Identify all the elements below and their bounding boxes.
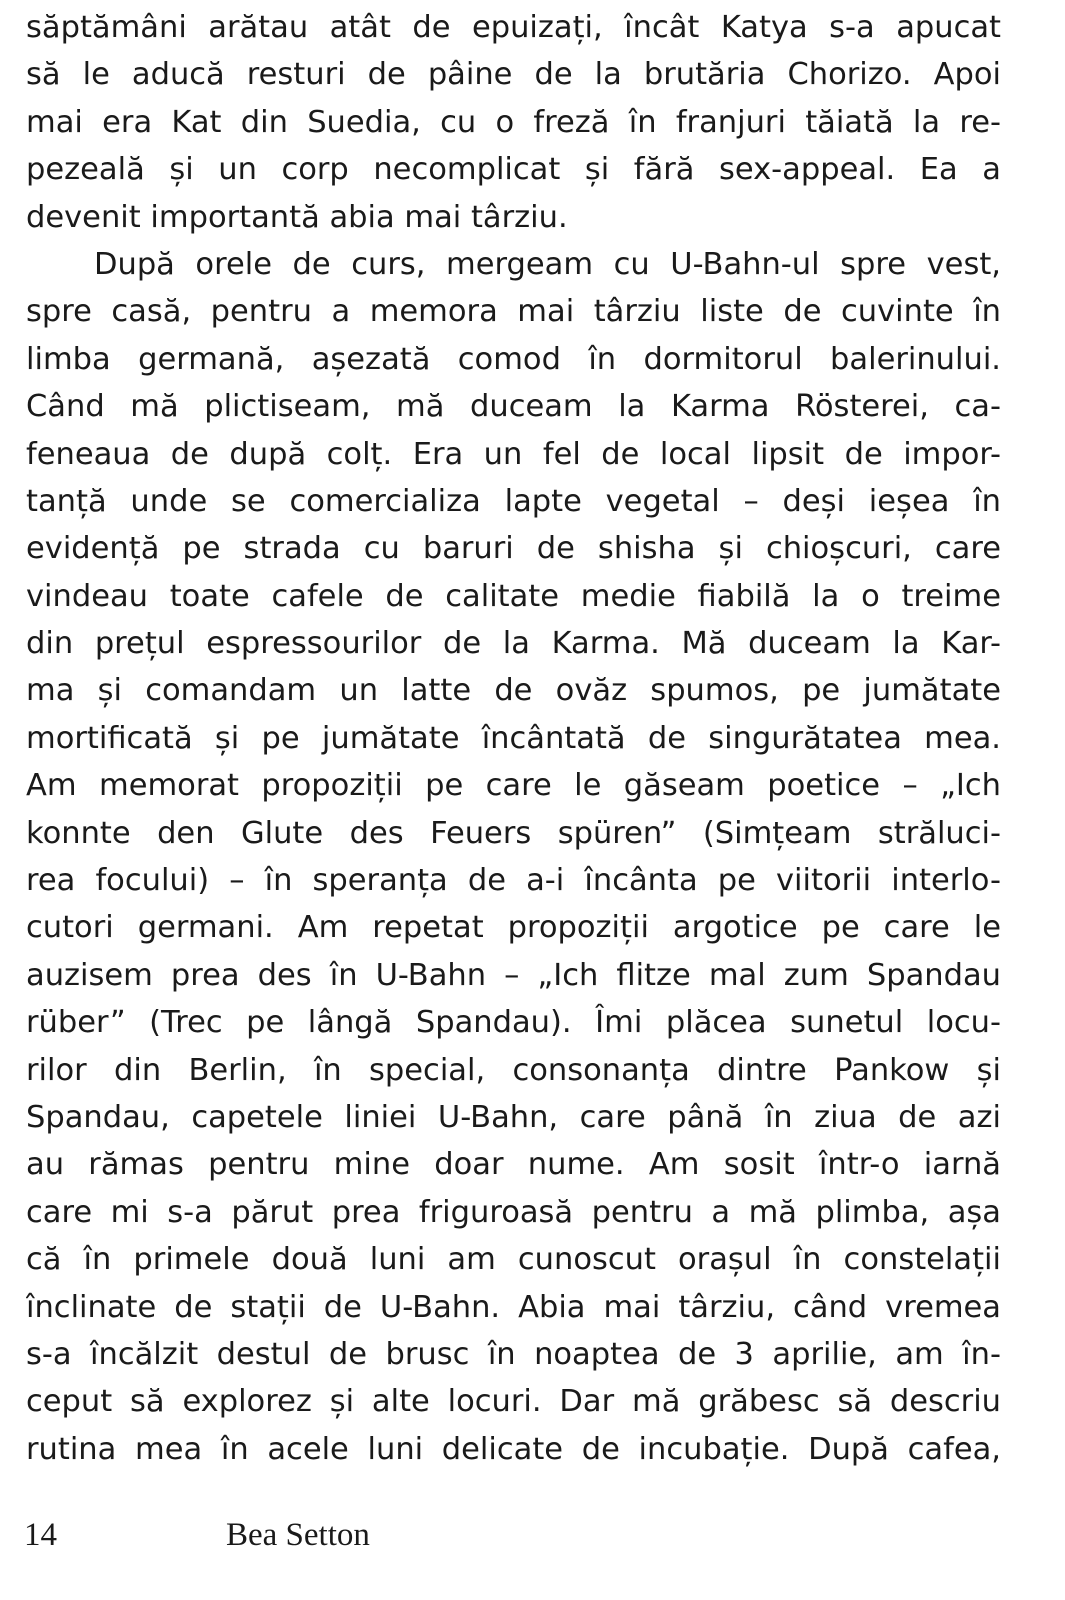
- text-line: rea focului) – în speranța de a-i încânta pe viitorii interlo-: [26, 863, 1001, 899]
- paragraph-start-line: După orele de curs, mergeam cu U-Bahn-ul spre vest,: [94, 246, 1001, 282]
- text-line: ma și comandam un latte de ovăz spumos, pe jumătate: [26, 673, 1001, 709]
- text-line: feneaua de după colț. Era un fel de local lipsit de impor-: [26, 436, 1001, 472]
- running-footer-author: Bea Setton: [226, 1517, 370, 1553]
- text-line: rilor din Berlin, în special, consonanța dintre Pankow și: [26, 1052, 1001, 1088]
- text-line: mortificată și pe jumătate încântată de singurătatea mea.: [26, 720, 1001, 756]
- text-line: devenit importantă abia mai târziu.: [26, 199, 568, 235]
- text-line: cutori germani. Am repetat propoziții argotice pe care le: [26, 910, 1001, 946]
- text-line: limba germană, așezată comod în dormitorul balerinului.: [26, 341, 1001, 377]
- text-line: înclinate de stații de U-Bahn. Abia mai târziu, când vremea: [26, 1289, 1001, 1325]
- text-line: tanță unde se comercializa lapte vegetal – deși ieșea în: [26, 483, 1001, 519]
- text-line: să le aducă resturi de pâine de la brutăria Chorizo. Apoi: [26, 57, 1001, 93]
- text-line: rutina mea în acele luni delicate de incubație. După cafea,: [26, 1431, 1001, 1467]
- body-text: [26, 4, 1001, 1473]
- text-line: spre casă, pentru a memora mai târziu liste de cuvinte în: [26, 294, 1001, 330]
- page-number: 14: [24, 1517, 57, 1553]
- text-line: Spandau, capetele liniei U-Bahn, care până în ziua de azi: [26, 1099, 1001, 1135]
- text-line: Am memorat propoziții pe care le găseam poetice – „Ich: [26, 768, 1001, 804]
- text-line: konnte den Glute des Feuers spüren” (Simțeam străluci-: [26, 815, 1001, 851]
- text-line: mai era Kat din Suedia, cu o freză în franjuri tăiată la re-: [26, 104, 1001, 140]
- text-line: s-a încălzit destul de brusc în noaptea de 3 aprilie, am în-: [26, 1336, 1001, 1372]
- text-line: rüber” (Trec pe lângă Spandau). Îmi plăcea sunetul locu-: [26, 1005, 1001, 1041]
- text-line: pezeală și un corp necomplicat și fără sex-appeal. Ea a: [26, 152, 1001, 188]
- text-line: că în primele două luni am cunoscut orașul în constelații: [26, 1242, 1001, 1278]
- text-line: din prețul espressourilor de la Karma. Mă duceam la Kar-: [26, 626, 1001, 662]
- text-line: ceput să explorez și alte locuri. Dar mă grăbesc să descriu: [26, 1384, 1001, 1420]
- text-line: săptămâni arătau atât de epuizați, încât Katya s-a apucat: [26, 10, 1001, 45]
- text-line: care mi s-a părut prea friguroasă pentru a mă plimba, așa: [26, 1194, 1001, 1230]
- text-line: au rămas pentru mine doar nume. Am sosit într-o iarnă: [26, 1147, 1001, 1183]
- page-footer: [0, 1517, 1065, 1557]
- text-line: evidență pe strada cu baruri de shisha și chioșcuri, care: [26, 531, 1001, 567]
- text-line: Când mă plictiseam, mă duceam la Karma Rösterei, ca-: [26, 389, 1001, 425]
- text-line: vindeau toate cafele de calitate medie fiabilă la o treime: [26, 578, 1001, 614]
- text-line: auzisem prea des în U-Bahn – „Ich flitze mal zum Spandau: [26, 957, 1001, 993]
